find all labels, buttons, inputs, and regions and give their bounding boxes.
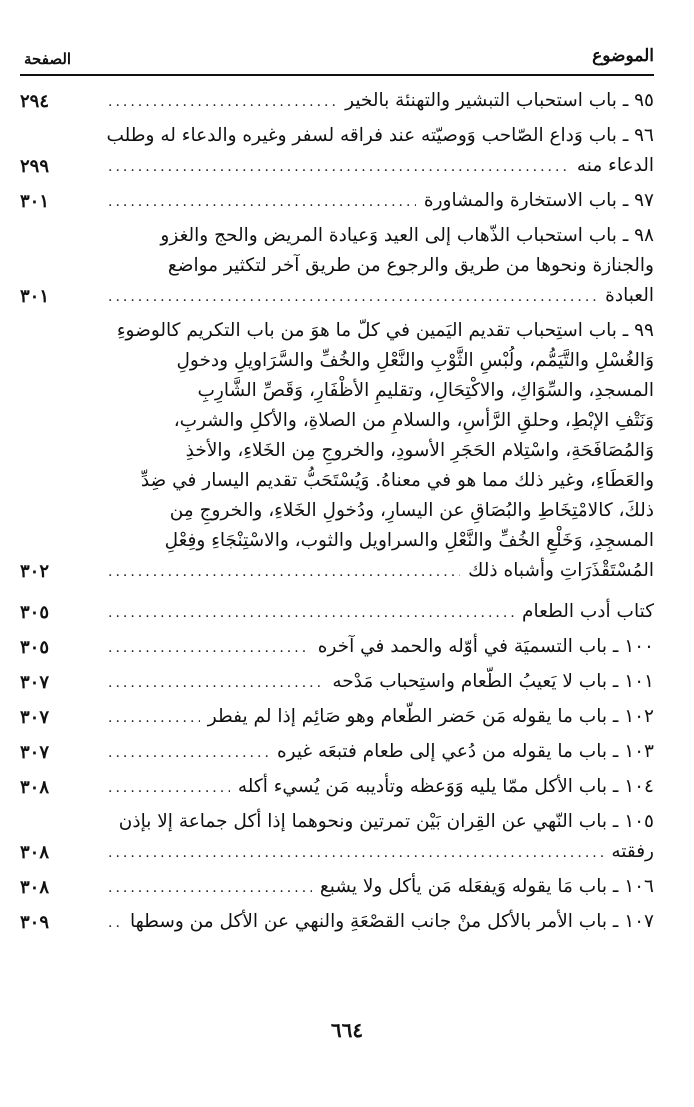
entry-line: وَنَتْفِ الإبْطِ، وحلقِ الرَّأسِ، والسلامِ من الصلاةِ، والأكلِ والشربِ، <box>173 410 654 431</box>
entry-page-number: ٣٠٩ <box>20 912 50 933</box>
index-entry <box>20 737 654 768</box>
dot-leader <box>108 598 514 628</box>
entry-line: ١٠٥ ـ باب النّهي عن القِران بَيْن تمرتين ونحوهما إذا أكل جماعة إلا بإذن <box>118 811 654 832</box>
dot-leader <box>108 908 122 938</box>
entry-line: العبادة <box>605 285 654 306</box>
entry-page-number: ٣٠٧ <box>20 707 50 728</box>
entry-page-number: ٣٠٨ <box>20 842 50 863</box>
index-entry <box>20 121 654 182</box>
index-entry <box>20 807 654 868</box>
dot-leader <box>108 873 312 903</box>
entry-line: وَالمُصَافَحَةِ، واسْتِلام الحَجَرِ الأسودِ، والخروجِ مِن الخَلاءِ، والأخذِ <box>185 440 654 461</box>
entry-page-number: ٣٠٨ <box>20 877 50 898</box>
entry-page-number: ٣٠٧ <box>20 742 50 763</box>
index-entry <box>20 702 654 733</box>
entry-line: رفقته <box>611 841 654 862</box>
dot-leader <box>108 773 230 803</box>
entry-line: ذلكَ، كالامْتِخَاطِ والبُصَاقِ عن اليسارِ، ودُخولِ الخَلاءِ، والخروجِ مِن <box>169 500 654 521</box>
index-entry <box>20 872 654 903</box>
entry-line: ١٠٠ ـ باب التسميَة في أوّله والحمد في آخره <box>317 636 654 657</box>
entry-line: ٩٩ ـ باب استِحباب تقديم اليَمين في كلّ ما هوَ من باب التكريم كالوضوءِ <box>116 320 654 341</box>
index-entry <box>20 316 654 587</box>
entry-line: ٩٧ ـ باب الاستخارة والمشاورة <box>423 190 654 211</box>
entry-line: ٩٥ ـ باب استحباب التبشير والتهنئة بالخير <box>345 90 654 111</box>
dot-leader <box>108 557 460 587</box>
entry-page-number: ٢٩٩ <box>20 156 50 177</box>
entry-page-number: ٣٠٨ <box>20 777 50 798</box>
table-header <box>20 46 654 72</box>
entry-page-number: ٢٩٤ <box>20 91 50 112</box>
index-entry <box>20 597 654 628</box>
page-number: ٦٦٤ <box>330 1018 364 1042</box>
page-column-heading: الصفحة <box>24 50 72 68</box>
entry-line: ٩٦ ـ باب وَداع الصّاحب وَوصيّته عند فراقه لسفر وغيره والدعاء له وطلب <box>106 125 654 146</box>
dot-leader <box>108 703 200 733</box>
index-entry <box>20 221 654 312</box>
entry-line: ١٠٧ ـ باب الأمر بالأكل منْ جانب القصْعَةِ والنهي عن الأكل من وسطها <box>129 911 654 932</box>
entry-line: ١٠٢ ـ باب ما يقوله مَن حَضر الطّعام وهو صَائِم إذا لم يفطر <box>207 706 654 727</box>
entry-line: ١٠٦ ـ باب مَا يقوله وَيفعَله مَن يأكل ولا يشبع <box>319 876 654 897</box>
dot-leader <box>108 668 324 698</box>
entry-line: والعَطَاءِ، وغير ذلك مما هو في معناهُ. وَيُسْتَحَبُّ تقديم اليسار في ضِدِّ <box>140 470 654 491</box>
dot-leader <box>108 87 337 117</box>
header-divider <box>20 74 654 76</box>
entry-line: ١٠٣ ـ باب ما يقوله من دُعي إلى طعام فتبعَه غيره <box>276 741 654 762</box>
entry-line: ١٠٤ ـ باب الأكل ممّا يليه وَوَعظه وتأديبه مَن يُسيء أكله <box>237 776 654 797</box>
index-entry <box>20 632 654 663</box>
dot-leader <box>108 187 416 217</box>
index-entry <box>20 907 654 938</box>
entry-page-number: ٣٠٧ <box>20 672 50 693</box>
index-entry <box>20 186 654 217</box>
entry-line: والجنازة ونحوها من طريق والرجوع من طريق آخر لتكثير مواضع <box>167 255 654 276</box>
entry-line: الدعاء منه <box>576 155 654 176</box>
entry-line: ١٠١ ـ باب لا يَعيبُ الطّعام واستِحباب مَدْحه <box>332 671 654 692</box>
entry-page-number: ٣٠١ <box>20 191 50 212</box>
index-entry <box>20 86 654 117</box>
entry-page-number: ٣٠٥ <box>20 637 50 658</box>
index-entry <box>20 667 654 698</box>
dot-leader <box>108 738 269 768</box>
index-entry <box>20 772 654 803</box>
dot-leader <box>108 633 310 663</box>
entry-line: المُسْتَقْذَرَاتِ وأشباه ذلك <box>468 560 654 581</box>
index-entries <box>20 86 654 942</box>
entry-page-number: ٣٠٥ <box>20 602 50 623</box>
dot-leader <box>108 152 569 182</box>
entry-page-number: ٣٠٢ <box>20 561 50 582</box>
dot-leader <box>108 838 603 868</box>
entry-line: وَالغُسْلِ والتَّيَمُّم، ولُبْسِ الثَّوْبِ والنَّعْلِ والخُفِّ والسَّرَاويلِ ودخولِ <box>176 350 654 371</box>
entry-line: ٩٨ ـ باب استحباب الذّهاب إلى العيد وَعيادة المريض والحج والغزو <box>160 225 654 246</box>
subject-column-heading: الموضوع <box>592 46 654 66</box>
entry-line: المسجدِ، والسِّوَاكِ، والاكْتِحَالِ، وتقليمِ الأظْفَارِ، وَقَصِّ الشَّارِبِ <box>197 380 654 401</box>
entry-line: كتاب أدب الطعام <box>522 601 654 622</box>
entry-page-number: ٣٠١ <box>20 286 50 307</box>
dot-leader <box>108 282 597 312</box>
entry-line: المسجِدِ، وَخَلْعِ الخُفِّ والنَّعْلِ والسراويل والثوب، والاسْتِنْجَاءِ وفِعْلِ <box>164 530 654 551</box>
